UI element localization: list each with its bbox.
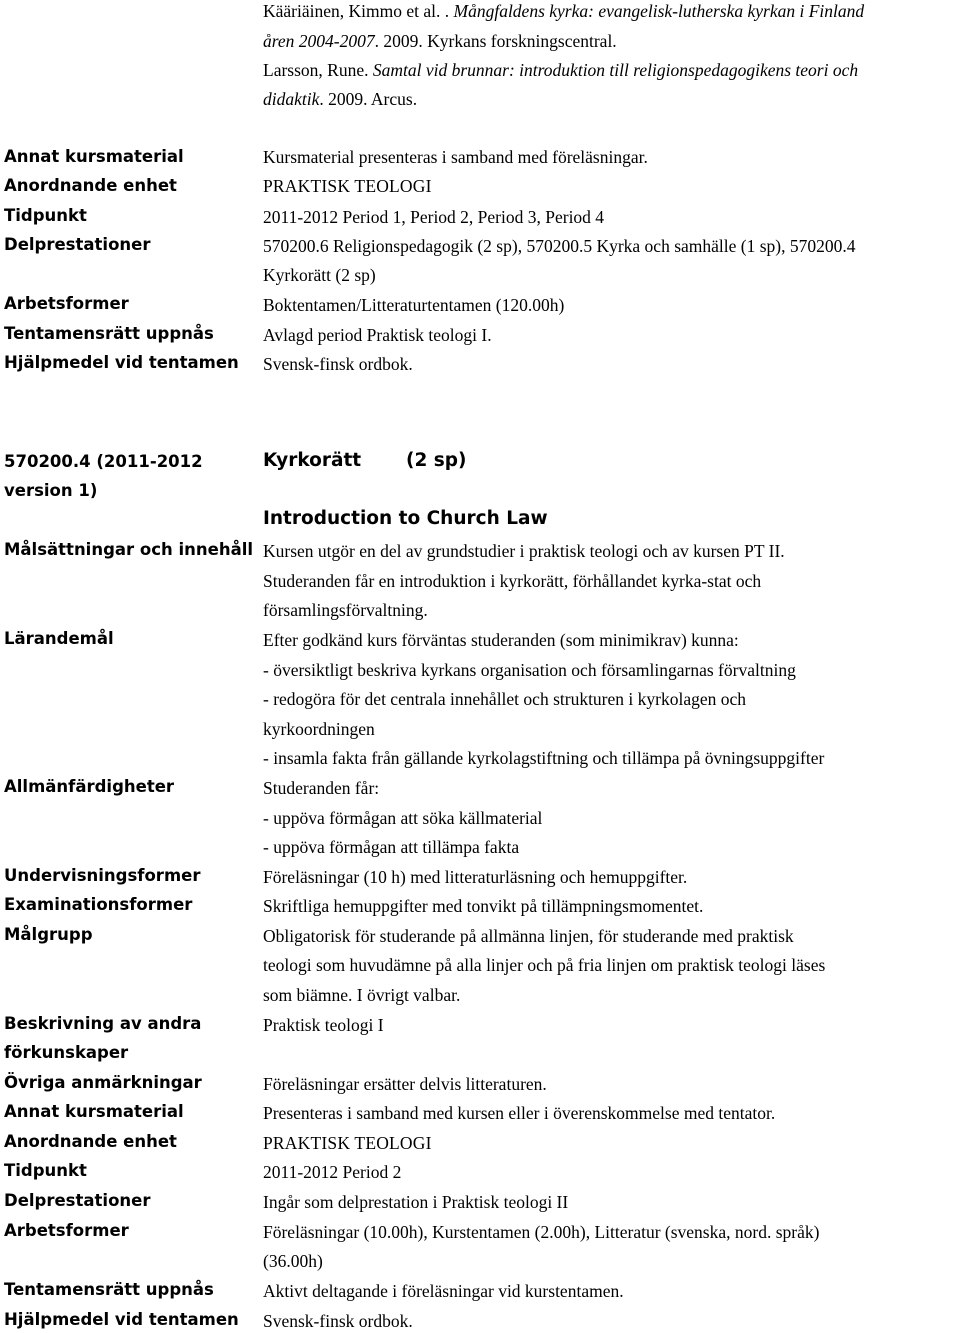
delprestationer-2-value: Ingår som delprestation i Praktisk teologi II (263, 1192, 569, 1212)
beskrivning-value: Praktisk teologi I (263, 1015, 384, 1035)
anordnande-enhet-2-label: Anordnande enhet (4, 1132, 177, 1151)
allmanfardigheter-line-1: Studeranden får: (263, 778, 380, 798)
tentamensratt-value: Avlagd period Praktisk teologi I. (263, 325, 492, 345)
beskrivning-label-line-1: Beskrivning av andra (4, 1014, 202, 1033)
reference-2-line-1 (263, 59, 858, 81)
hjalpmedel-2-label: Hjälpmedel vid tentamen (4, 1310, 239, 1329)
delprestationer-2-label: Delprestationer (4, 1191, 151, 1210)
reference-1-line-1 (263, 0, 864, 22)
annat-kursmaterial-2-label: Annat kursmaterial (4, 1102, 184, 1121)
delprestationer-value-line-2: Kyrkorätt (2 sp) (263, 265, 376, 285)
malsattningar-line-3: församlingsförvaltning. (263, 600, 428, 620)
malgrupp-line-3: som biämne. I övrigt valbar. (263, 985, 461, 1005)
allmanfardigheter-line-3: - uppöva förmågan att tillämpa fakta (263, 837, 520, 857)
annat-kursmaterial-value: Kursmaterial presenteras i samband med föreläsningar. (263, 147, 648, 167)
reference-1-title: Mångfaldens kyrka: evangelisk-lutherska kyrkan i Finland (453, 1, 865, 21)
tentamensratt-2-value: Aktivt deltagande i föreläsningar vid kurstentamen. (263, 1281, 624, 1301)
delprestationer-value-line-1: 570200.6 Religionspedagogik (2 sp), 570200.5 Kyrka och samhälle (1 sp), 570200.4 (263, 236, 856, 256)
course-name: Kyrkorätt (263, 450, 362, 471)
reference-2-publisher: . 2009. Arcus. (319, 89, 418, 109)
tidpunkt-2-label: Tidpunkt (4, 1161, 87, 1180)
reference-2-line-2 (263, 88, 417, 110)
larandemal-line-4: kyrkoordningen (263, 719, 375, 739)
anordnande-enhet-label: Anordnande enhet (4, 176, 177, 195)
arbetsformer-2-label: Arbetsformer (4, 1221, 129, 1240)
malgrupp-label: Målgrupp (4, 925, 93, 944)
hjalpmedel-value: Svensk-finsk ordbok. (263, 354, 413, 374)
arbetsformer-value: Boktentamen/Litteraturtentamen (120.00h) (263, 295, 565, 315)
reference-2-title-cont: didaktik (263, 89, 320, 109)
larandemal-label: Lärandemål (4, 629, 114, 648)
annat-kursmaterial-2-value: Presenteras i samband med kursen eller i överenskommelse med tentator. (263, 1103, 776, 1123)
ovriga-anmarkningar-value: Föreläsningar ersätter delvis litteraturen. (263, 1074, 547, 1094)
beskrivning-label-line-2: förkunskaper (4, 1043, 129, 1062)
delprestationer-label: Delprestationer (4, 235, 151, 254)
reference-2-author: Larsson, Rune. (263, 60, 369, 80)
undervisningsformer-label: Undervisningsformer (4, 866, 201, 885)
anordnande-enhet-2-value: PRAKTISK TEOLOGI (263, 1133, 432, 1153)
larandemal-line-3: - redogöra för det centrala innehållet och strukturen i kyrkolagen och (263, 689, 747, 709)
annat-kursmaterial-label: Annat kursmaterial (4, 147, 184, 166)
course-code-line-1: 570200.4 (2011-2012 (4, 452, 203, 471)
allmanfardigheter-label: Allmänfärdigheter (4, 777, 175, 796)
arbetsformer-2-value-line-1: Föreläsningar (10.00h), Kurstentamen (2.00h), Litteratur (svenska, nord. språk) (263, 1222, 820, 1242)
examinationsformer-value: Skriftliga hemuppgifter med tonvikt på tillämpningsmomentet. (263, 896, 704, 916)
malsattningar-line-2: Studeranden får en introduktion i kyrkorätt, förhållandet kyrka-stat och (263, 571, 762, 591)
hjalpmedel-label: Hjälpmedel vid tentamen (4, 353, 239, 372)
tentamensratt-label: Tentamensrätt uppnås (4, 324, 214, 343)
malgrupp-line-1: Obligatorisk för studerande på allmänna linjen, för studerande med praktisk (263, 926, 794, 946)
larandemal-line-5: - insamla fakta från gällande kyrkolagstiftning och tillämpa på övningsuppgifter (263, 748, 825, 768)
reference-1-author: Kääriäinen, Kimmo et al. . (263, 1, 450, 21)
course-english-name: Introduction to Church Law (263, 508, 548, 529)
reference-1-line-2 (263, 30, 617, 52)
arbetsformer-2-value-line-2: (36.00h) (263, 1251, 323, 1271)
reference-2-title: Samtal vid brunnar: introduktion till religionspedagogikens teori och (372, 60, 859, 80)
hjalpmedel-2-value: Svensk-finsk ordbok. (263, 1311, 413, 1331)
malsattningar-label: Målsättningar och innehåll (4, 540, 254, 559)
course-code-line-2: version 1) (4, 481, 98, 500)
course-credits: (2 sp) (406, 450, 467, 471)
examinationsformer-label: Examinationsformer (4, 895, 193, 914)
malsattningar-line-1: Kursen utgör en del av grundstudier i praktisk teologi och av kursen PT II. (263, 541, 785, 561)
tentamensratt-2-label: Tentamensrätt uppnås (4, 1280, 214, 1299)
larandemal-line-1: Efter godkänd kurs förväntas studeranden (som minimikrav) kunna: (263, 630, 739, 650)
reference-1-title-cont: åren 2004-2007 (263, 31, 375, 51)
anordnande-enhet-value: PRAKTISK TEOLOGI (263, 176, 432, 196)
tidpunkt-value: 2011-2012 Period 1, Period 2, Period 3, Period 4 (263, 207, 605, 227)
reference-1-publisher: . 2009. Kyrkans forskningscentral. (374, 31, 617, 51)
undervisningsformer-value: Föreläsningar (10 h) med litteraturläsning och hemuppgifter. (263, 867, 688, 887)
arbetsformer-label: Arbetsformer (4, 294, 129, 313)
ovriga-anmarkningar-label: Övriga anmärkningar (4, 1073, 202, 1092)
allmanfardigheter-line-2: - uppöva förmågan att söka källmaterial (263, 808, 543, 828)
tidpunkt-label: Tidpunkt (4, 206, 87, 225)
malgrupp-line-2: teologi som huvudämne på alla linjer och på fria linjen om praktisk teologi läses (263, 955, 826, 975)
tidpunkt-2-value: 2011-2012 Period 2 (263, 1162, 402, 1182)
larandemal-line-2: - översiktligt beskriva kyrkans organisation och församlingarnas förvaltning (263, 660, 796, 680)
